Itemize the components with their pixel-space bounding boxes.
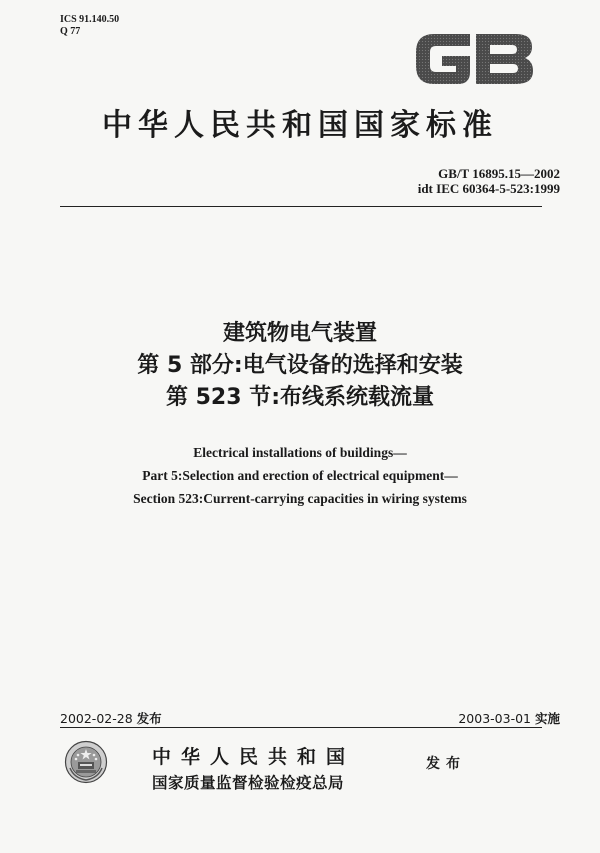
publisher-line-2: 国家质量监督检验检疫总局 (152, 774, 345, 792)
issue-date (60, 709, 162, 727)
english-title-block (0, 441, 600, 510)
zh-title-line-3: 第 523 节:布线系统载流量 (165, 385, 435, 410)
standard-number: GB/T 16895.15—2002 (438, 166, 560, 181)
bottom-divider (60, 727, 542, 728)
standard-number-block (418, 166, 560, 196)
publisher-line-1: 中华人民共和国 (152, 746, 356, 768)
en-title-line-3: Section 523:Current-carrying capacities in wiring systems (133, 491, 467, 506)
national-standard-title: 中华人民共和国国家标准 (102, 108, 498, 143)
en-title-line-2: Part 5:Selection and erection of electrical equipment— (142, 468, 458, 483)
zh-title-line-1: 建筑物电气装置 (222, 321, 377, 346)
chinese-title-block (0, 318, 600, 414)
implementation-date-label: 实施 (534, 711, 560, 726)
issue-date-value: 2002-02-28 (60, 711, 133, 726)
implementation-date-value: 2003-03-01 (458, 711, 531, 726)
classification-codes (60, 14, 119, 38)
national-emblem-icon (64, 740, 108, 784)
ics-code: ICS 91.140.50 (60, 14, 120, 25)
en-title-line-1: Electrical installations of buildings— (193, 445, 407, 460)
gb-logo-text: GB (412, 28, 414, 29)
top-divider (60, 206, 542, 207)
issue-date-label: 发布 (136, 711, 162, 726)
standard-equivalence: idt IEC 60364-5-523:1999 (417, 181, 560, 196)
zh-title-line-2: 第 5 部分:电气设备的选择和安装 (137, 353, 463, 378)
publish-label: 发布 (426, 756, 466, 772)
ccs-code: Q 77 (60, 26, 81, 37)
implementation-date (458, 709, 560, 727)
gb-logo-icon (412, 28, 536, 90)
publisher-block (152, 742, 355, 793)
